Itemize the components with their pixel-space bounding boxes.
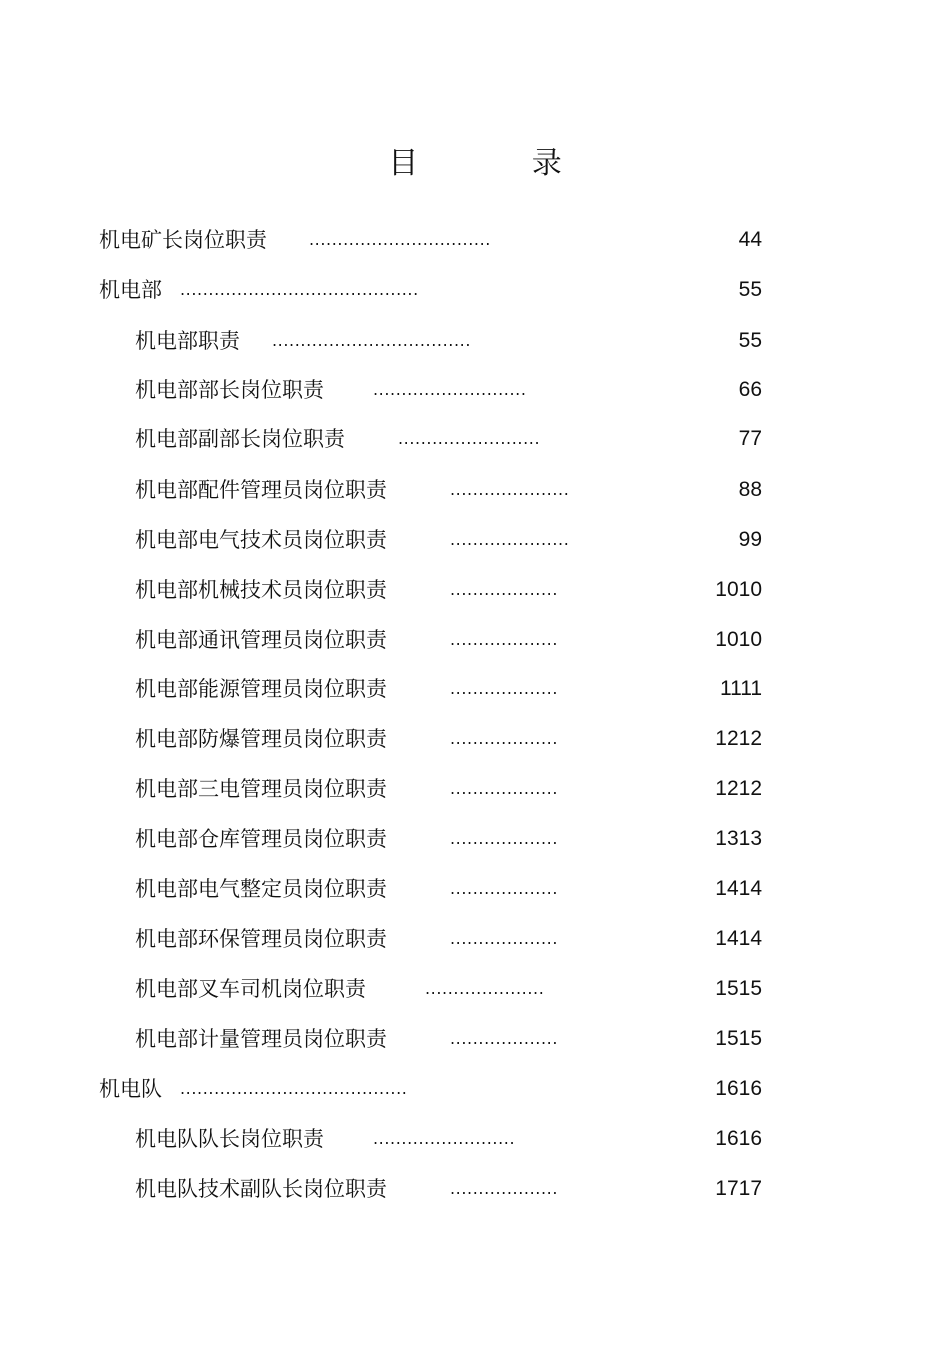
toc-entry-label: 机电队 [99,1077,162,1101]
toc-entry[interactable] [0,1074,950,1104]
toc-entry-leader-dots: ..................... [425,979,545,998]
toc-entry[interactable] [0,874,950,904]
toc-entry-label: 机电部防爆管理员岗位职责 [135,727,387,751]
toc-entry-label: 机电矿长岗位职责 [99,228,267,252]
toc-entry-label: 机电部 [99,278,162,302]
toc-entry[interactable] [0,225,950,255]
toc-entry-label: 机电部电气整定员岗位职责 [135,877,387,901]
toc-entry-page-number: 1313 [715,827,762,850]
toc-entry-label: 机电队队长岗位职责 [135,1127,324,1151]
toc-entry[interactable] [0,326,950,356]
toc-entry-page-number: 1010 [715,578,762,601]
toc-entry-page-number: 1414 [715,877,762,900]
toc-entry-page-number: 1111 [719,677,762,700]
toc-entry[interactable] [0,1024,950,1054]
toc-entry-page-number: 1515 [715,977,762,1000]
toc-entry-leader-dots: ................................... [272,331,472,350]
toc-entry[interactable] [0,424,950,454]
toc-entry[interactable] [0,1124,950,1154]
toc-entry-leader-dots: ................... [450,779,559,798]
toc-entry[interactable] [0,1174,950,1204]
toc-entry[interactable] [0,375,950,405]
toc-entry-leader-dots: .......................................... [180,280,419,299]
toc-entry-leader-dots: ..................... [450,530,570,549]
toc-entry[interactable] [0,575,950,605]
toc-entry[interactable] [0,774,950,804]
toc-entry-page-number: 66 [738,378,762,401]
toc-entry-leader-dots: ................... [450,829,559,848]
toc-entry[interactable] [0,275,950,305]
toc-entry-label: 机电部叉车司机岗位职责 [135,977,366,1001]
toc-entry-page-number: 77 [738,427,762,450]
toc-entry-label: 机电部计量管理员岗位职责 [135,1027,387,1051]
toc-entry-page-number: 1212 [715,777,762,800]
toc-entry-leader-dots: ................... [450,580,559,599]
toc-entry-label: 机电部能源管理员岗位职责 [135,677,387,701]
toc-entry-leader-dots: ................... [450,879,559,898]
toc-entry-leader-dots: ......................... [398,429,541,448]
toc-entry-label: 机电部通讯管理员岗位职责 [135,628,387,652]
toc-entry-leader-dots: ................... [450,679,559,698]
toc-entry-label: 机电部电气技术员岗位职责 [135,528,387,552]
page-title: 目 录 [388,146,614,181]
toc-entry-page-number: 1616 [715,1127,762,1150]
toc-entry[interactable] [0,974,950,1004]
toc-entry[interactable] [0,924,950,954]
toc-entry-page-number: 99 [738,528,762,551]
toc-entry-leader-dots: ................... [450,1179,559,1198]
toc-entry[interactable] [0,824,950,854]
toc-entry-leader-dots: ................... [450,1029,559,1048]
toc-entry-label: 机电队技术副队长岗位职责 [135,1177,387,1201]
toc-entry-page-number: 1616 [715,1077,762,1100]
toc-entry-page-number: 55 [738,278,762,301]
toc-entry-label: 机电部机械技术员岗位职责 [135,578,387,602]
toc-entry-label: 机电部环保管理员岗位职责 [135,927,387,951]
toc-entry-page-number: 88 [738,478,762,501]
toc-entry-leader-dots: ..................... [450,480,570,499]
toc-entry-leader-dots: ................... [450,630,559,649]
toc-entry-label: 机电部部长岗位职责 [135,378,324,402]
toc-entry[interactable] [0,525,950,555]
toc-entry-leader-dots: ......................... [373,1129,516,1148]
toc-entry-page-number: 44 [738,228,762,251]
toc-entry-page-number: 1212 [715,727,762,750]
toc-entry-label: 机电部三电管理员岗位职责 [135,777,387,801]
toc-entry[interactable] [0,724,950,754]
toc-entry-page-number: 1010 [715,628,762,651]
toc-entry-page-number: 1414 [715,927,762,950]
toc-entry-label: 机电部配件管理员岗位职责 [135,478,387,502]
toc-entry-label: 机电部副部长岗位职责 [135,427,345,451]
toc-entry-page-number: 1717 [715,1177,762,1200]
toc-entry-leader-dots: ........................... [373,380,527,399]
toc-entry-page-number: 55 [738,329,762,352]
toc-entry-leader-dots: ................... [450,729,559,748]
toc-entry-label: 机电部职责 [135,329,240,353]
toc-entry-label: 机电部仓库管理员岗位职责 [135,827,387,851]
toc-entry-leader-dots: ................................ [309,230,491,249]
toc-entry-leader-dots: ................... [450,929,559,948]
toc-entry[interactable] [0,625,950,655]
toc-entry[interactable] [0,475,950,505]
toc-entry[interactable] [0,674,950,704]
toc-entry-page-number: 1515 [715,1027,762,1050]
toc-entry-leader-dots: ........................................ [180,1079,408,1098]
